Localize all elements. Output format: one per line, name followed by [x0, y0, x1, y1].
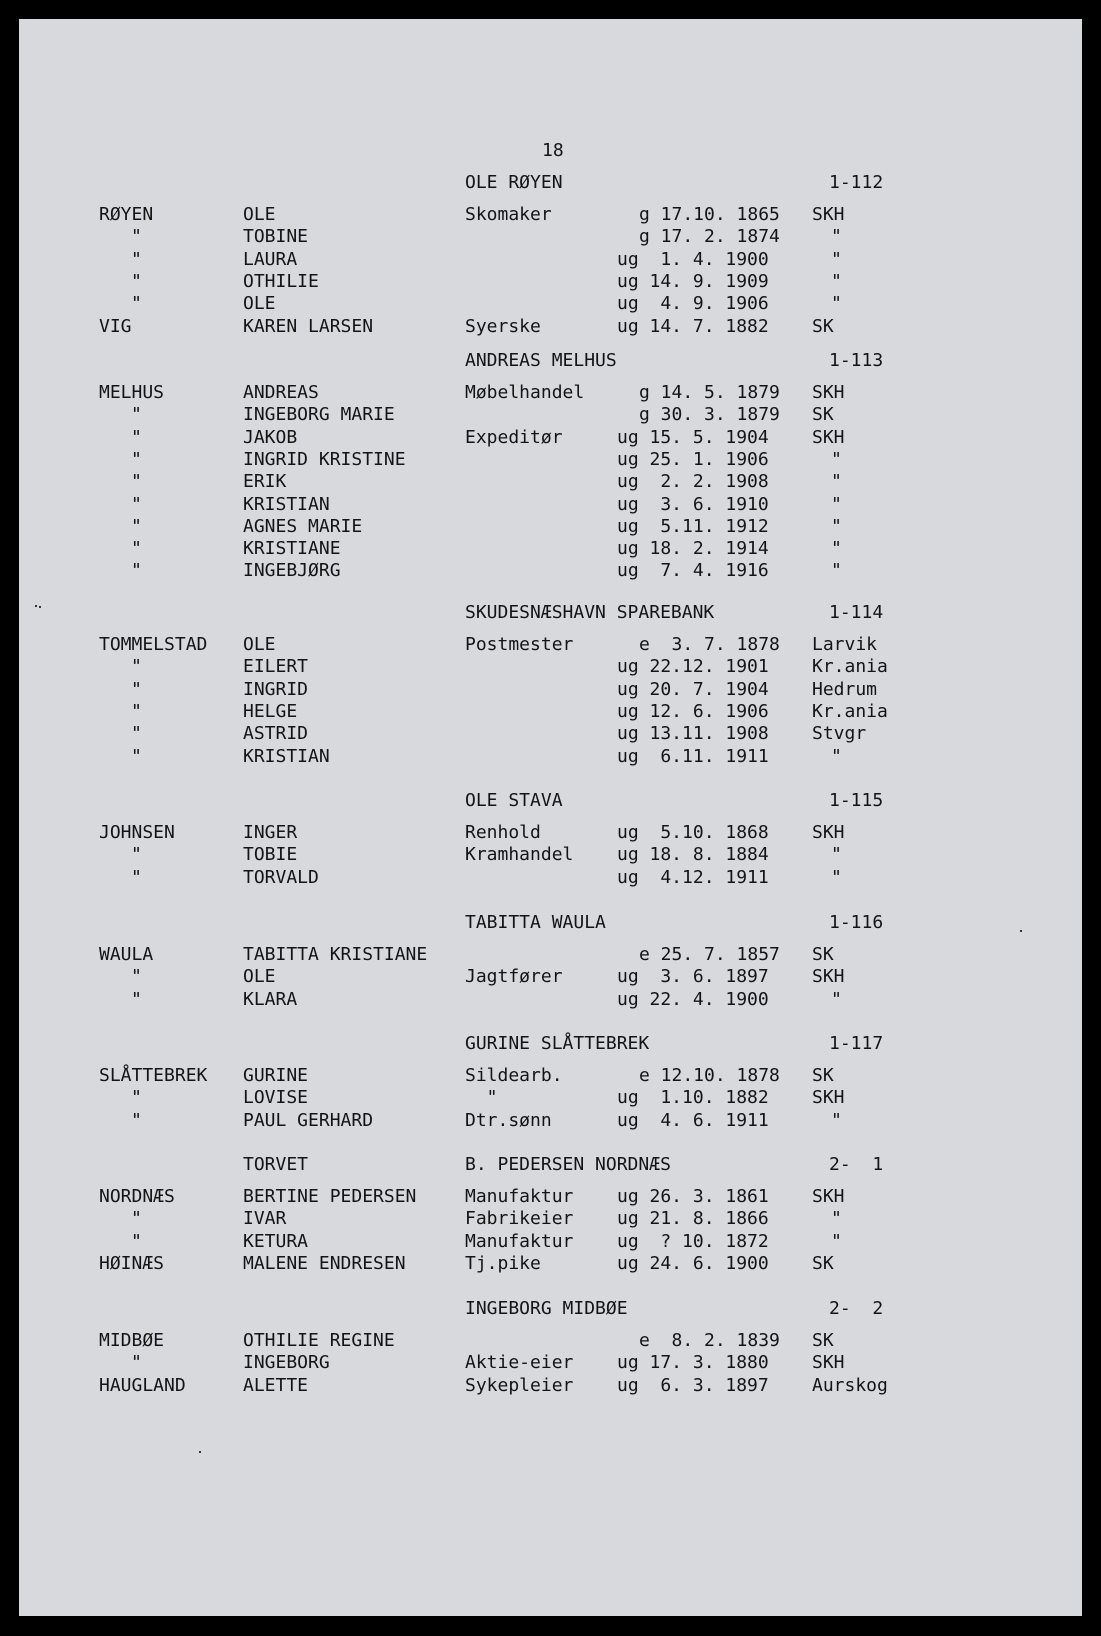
date: g 14. 5. 1879 [639, 382, 780, 403]
place: Stvgr [812, 723, 867, 744]
register-row [19, 1065, 1082, 1087]
place: SKH [812, 1186, 845, 1207]
occupation: Sykepleier [465, 1375, 574, 1396]
date: e 8. 2. 1839 [639, 1330, 780, 1351]
register-row [19, 679, 1082, 701]
place: SK [812, 1253, 834, 1274]
date: ug 17. 3. 1880 [617, 1352, 769, 1373]
given-name: INGRID KRISTINE [243, 449, 406, 470]
date: ug 4. 9. 1906 [617, 293, 769, 314]
date: ug 6. 3. 1897 [617, 1375, 769, 1396]
place: " [831, 1231, 842, 1252]
section-title: B. PEDERSEN NORDNÆS [465, 1154, 671, 1175]
date: ug 3. 6. 1897 [617, 966, 769, 987]
given-name: LAURA [243, 249, 298, 270]
register-row [19, 723, 1082, 745]
surname: " [131, 746, 142, 767]
surname: " [131, 1087, 142, 1108]
date: g 17.10. 1865 [639, 204, 780, 225]
date: ug 13.11. 1908 [617, 723, 769, 744]
given-name: JAKOB [243, 427, 298, 448]
register-row [19, 449, 1082, 471]
surname: MIDBØE [99, 1330, 165, 1351]
section-title: OLE RØYEN [465, 172, 563, 193]
date: ug 18. 8. 1884 [617, 844, 769, 865]
place: " [831, 746, 842, 767]
register-row [19, 944, 1082, 966]
given-name: OLE [243, 634, 276, 655]
register-row [19, 989, 1082, 1011]
surname: " [131, 1352, 142, 1373]
section-header [19, 350, 1082, 372]
date: ug 22.12. 1901 [617, 656, 769, 677]
given-name: OTHILIE [243, 271, 319, 292]
place: " [831, 1208, 842, 1229]
date: ug 4. 6. 1911 [617, 1110, 769, 1131]
surname: " [131, 989, 142, 1010]
document-page [19, 19, 1082, 1616]
place: " [831, 844, 842, 865]
place: " [831, 449, 842, 470]
register-row [19, 316, 1082, 338]
date: ug 22. 4. 1900 [617, 989, 769, 1010]
place: " [831, 538, 842, 559]
given-name: OTHILIE REGINE [243, 1330, 395, 1351]
register-row [19, 516, 1082, 538]
surname: " [131, 293, 142, 314]
section-code: 2- 1 [829, 1154, 884, 1175]
section-header [19, 172, 1082, 194]
given-name: TOBINE [243, 226, 309, 247]
occupation: " [465, 1087, 498, 1108]
section-code: 1-117 [829, 1033, 884, 1054]
given-name: AGNES MARIE [243, 516, 363, 537]
given-name: KAREN LARSEN [243, 316, 374, 337]
place: " [831, 560, 842, 581]
occupation: Jagtfører [465, 966, 563, 987]
surname: HAUGLAND [99, 1375, 186, 1396]
occupation: Fabrikeier [465, 1208, 574, 1229]
occupation: Syerske [465, 316, 541, 337]
given-name: BERTINE PEDERSEN [243, 1186, 417, 1207]
surname: " [131, 1110, 142, 1131]
place: SKH [812, 204, 845, 225]
date: ug 14. 7. 1882 [617, 316, 769, 337]
occupation: Sildearb. [465, 1065, 563, 1086]
section-title: TABITTA WAULA [465, 912, 606, 933]
given-name: OLE [243, 204, 276, 225]
surname: WAULA [99, 944, 154, 965]
section-header [19, 912, 1082, 934]
register-row [19, 226, 1082, 248]
given-name: IVAR [243, 1208, 287, 1229]
date: ug 15. 5. 1904 [617, 427, 769, 448]
date: ug 6.11. 1911 [617, 746, 769, 767]
given-name: INGEBORG [243, 1352, 330, 1373]
register-row [19, 1375, 1082, 1397]
date: ug 5.11. 1912 [617, 516, 769, 537]
surname: " [131, 226, 142, 247]
surname: " [131, 538, 142, 559]
given-name: INGER [243, 822, 298, 843]
surname: " [131, 1208, 142, 1229]
place: " [831, 1110, 842, 1131]
register-row [19, 634, 1082, 656]
section-title: SKUDESNÆSHAVN SPAREBANK [465, 602, 715, 623]
register-row [19, 701, 1082, 723]
surname: " [131, 427, 142, 448]
register-row [19, 293, 1082, 315]
given-name: ANDREAS [243, 382, 319, 403]
date: ug 1. 4. 1900 [617, 249, 769, 270]
given-name: INGEBORG MARIE [243, 404, 395, 425]
surname: " [131, 249, 142, 270]
speck [35, 605, 37, 607]
register-row [19, 249, 1082, 271]
surname: " [131, 679, 142, 700]
place: " [831, 293, 842, 314]
surname: " [131, 723, 142, 744]
surname: JOHNSEN [99, 822, 175, 843]
place: Hedrum [812, 679, 878, 700]
surname: VIG [99, 316, 132, 337]
date: ug 18. 2. 1914 [617, 538, 769, 559]
section-header [19, 1298, 1082, 1320]
place: Kr.ania [812, 701, 888, 722]
register-row [19, 271, 1082, 293]
register-row [19, 404, 1082, 426]
register-row [19, 844, 1082, 866]
date: ug 2. 2. 1908 [617, 471, 769, 492]
given-name: TABITTA KRISTIANE [243, 944, 428, 965]
surname: TOMMELSTAD [99, 634, 208, 655]
surname: " [131, 560, 142, 581]
surname: " [131, 471, 142, 492]
given-name: EILERT [243, 656, 309, 677]
given-name: OLE [243, 966, 276, 987]
occupation: Møbelhandel [465, 382, 585, 403]
place: SKH [812, 382, 845, 403]
surname: " [131, 1231, 142, 1252]
given-name: ALETTE [243, 1375, 309, 1396]
section-code: 2- 2 [829, 1298, 884, 1319]
given-name: OLE [243, 293, 276, 314]
register-row [19, 1330, 1082, 1352]
place: " [831, 271, 842, 292]
place: SKH [812, 1352, 845, 1373]
date: ug 1.10. 1882 [617, 1087, 769, 1108]
place: SK [812, 404, 834, 425]
given-name: ASTRID [243, 723, 309, 744]
surname: " [131, 844, 142, 865]
place: " [831, 516, 842, 537]
register-row [19, 966, 1082, 988]
section-title: INGEBORG MIDBØE [465, 1298, 628, 1319]
register-row [19, 1087, 1082, 1109]
register-row [19, 1231, 1082, 1253]
date: ug 26. 3. 1861 [617, 1186, 769, 1207]
date: ug 25. 1. 1906 [617, 449, 769, 470]
surname: " [131, 271, 142, 292]
surname: " [131, 516, 142, 537]
given-name: KETURA [243, 1231, 309, 1252]
section-header [19, 790, 1082, 812]
register-row [19, 1208, 1082, 1230]
date: g 17. 2. 1874 [639, 226, 780, 247]
place: SK [812, 316, 834, 337]
date: e 12.10. 1878 [639, 1065, 780, 1086]
surname: SLÅTTEBREK [99, 1065, 208, 1086]
given-name: INGRID [243, 679, 309, 700]
place: SKH [812, 1087, 845, 1108]
surname: " [131, 494, 142, 515]
surname: " [131, 449, 142, 470]
place: " [831, 226, 842, 247]
register-row [19, 1253, 1082, 1275]
section-title: OLE STAVA [465, 790, 563, 811]
section-title: ANDREAS MELHUS [465, 350, 617, 371]
date: ug 24. 6. 1900 [617, 1253, 769, 1274]
register-row [19, 382, 1082, 404]
register-row [19, 560, 1082, 582]
date: ug 4.12. 1911 [617, 867, 769, 888]
register-row [19, 1352, 1082, 1374]
date: ug 5.10. 1868 [617, 822, 769, 843]
surname: " [131, 656, 142, 677]
date: ug ? 10. 1872 [617, 1231, 769, 1252]
place: SKH [812, 427, 845, 448]
place: " [831, 494, 842, 515]
given-name: TOBIE [243, 844, 298, 865]
given-name: KRISTIAN [243, 746, 330, 767]
page-number: 18 [542, 140, 564, 161]
given-name: GURINE [243, 1065, 309, 1086]
given-name: PAUL GERHARD [243, 1110, 374, 1131]
date: e 25. 7. 1857 [639, 944, 780, 965]
given-name: KRISTIANE [243, 538, 341, 559]
section-header [19, 1033, 1082, 1055]
given-name: INGEBJØRG [243, 560, 341, 581]
date: ug 20. 7. 1904 [617, 679, 769, 700]
register-row [19, 494, 1082, 516]
date: ug 12. 6. 1906 [617, 701, 769, 722]
occupation: Tj.pike [465, 1253, 541, 1274]
register-row [19, 867, 1082, 889]
register-row [19, 538, 1082, 560]
place: SKH [812, 822, 845, 843]
occupation: Kramhandel [465, 844, 574, 865]
occupation: Expeditør [465, 427, 563, 448]
date: e 3. 7. 1878 [639, 634, 780, 655]
date: ug 14. 9. 1909 [617, 271, 769, 292]
register-row [19, 656, 1082, 678]
place: SK [812, 1330, 834, 1351]
section-header [19, 1154, 1082, 1176]
speck [199, 1451, 201, 1453]
surname: " [131, 867, 142, 888]
place: " [831, 249, 842, 270]
surname: MELHUS [99, 382, 165, 403]
place: SK [812, 1065, 834, 1086]
given-name: KLARA [243, 989, 298, 1010]
occupation: Dtr.sønn [465, 1110, 552, 1131]
surname: RØYEN [99, 204, 154, 225]
occupation: Manufaktur [465, 1186, 574, 1207]
given-name: KRISTIAN [243, 494, 330, 515]
place: Aurskog [812, 1375, 888, 1396]
section-code: 1-114 [829, 602, 884, 623]
given-name: LOVISE [243, 1087, 309, 1108]
register-row [19, 746, 1082, 768]
date: ug 3. 6. 1910 [617, 494, 769, 515]
place: Larvik [812, 634, 878, 655]
surname: " [131, 966, 142, 987]
register-row [19, 427, 1082, 449]
occupation: Renhold [465, 822, 541, 843]
register-row [19, 1186, 1082, 1208]
occupation: Aktie-eier [465, 1352, 574, 1373]
occupation: Manufaktur [465, 1231, 574, 1252]
place: SK [812, 944, 834, 965]
place: " [831, 989, 842, 1010]
register-row [19, 822, 1082, 844]
place: SKH [812, 966, 845, 987]
section-title: GURINE SLÅTTEBREK [465, 1033, 650, 1054]
occupation: Postmester [465, 634, 574, 655]
place: Kr.ania [812, 656, 888, 677]
date: ug 7. 4. 1916 [617, 560, 769, 581]
date: ug 21. 8. 1866 [617, 1208, 769, 1229]
register-row [19, 471, 1082, 493]
date: g 30. 3. 1879 [639, 404, 780, 425]
given-name: MALENE ENDRESEN [243, 1253, 406, 1274]
surname: " [131, 404, 142, 425]
section-street: TORVET [243, 1154, 309, 1175]
occupation: Skomaker [465, 204, 552, 225]
section-code: 1-113 [829, 350, 884, 371]
register-row [19, 204, 1082, 226]
given-name: ERIK [243, 471, 287, 492]
section-code: 1-115 [829, 790, 884, 811]
speck [39, 606, 41, 608]
section-header [19, 602, 1082, 624]
surname: " [131, 701, 142, 722]
section-code: 1-112 [829, 172, 884, 193]
place: " [831, 471, 842, 492]
place: " [831, 867, 842, 888]
surname: NORDNÆS [99, 1186, 175, 1207]
surname: HØINÆS [99, 1253, 165, 1274]
speck [1020, 930, 1022, 932]
given-name: HELGE [243, 701, 298, 722]
register-row [19, 1110, 1082, 1132]
given-name: TORVALD [243, 867, 319, 888]
section-code: 1-116 [829, 912, 884, 933]
